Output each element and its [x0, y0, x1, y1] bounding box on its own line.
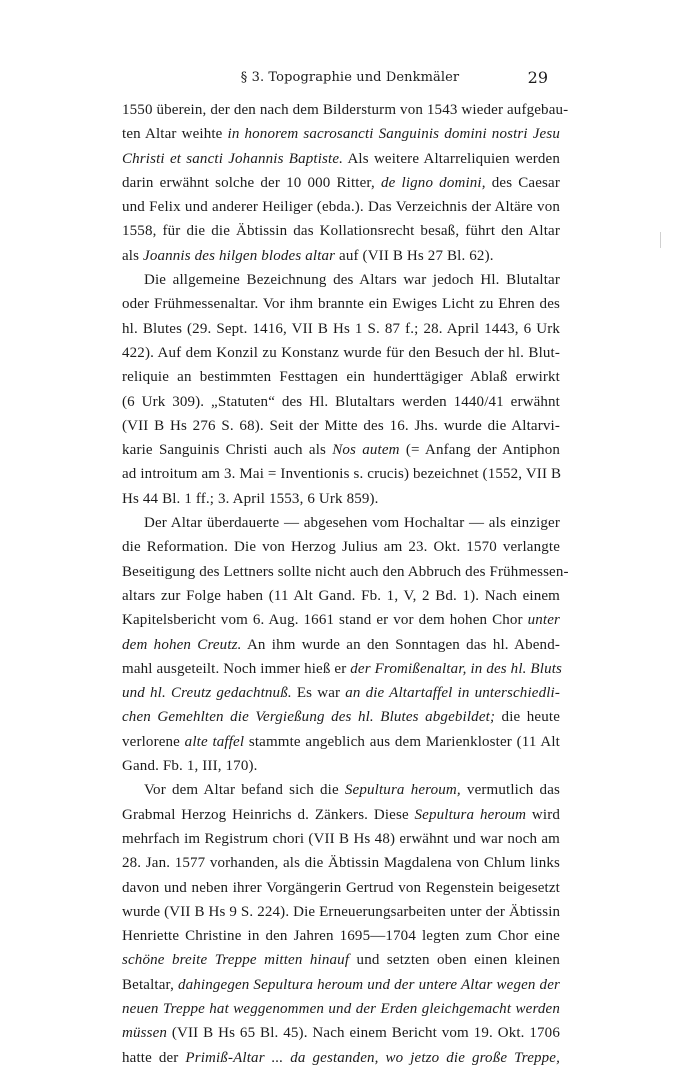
- italic-run: Nos autem: [332, 442, 400, 459]
- text-run: Beseitigung des Lettners sollte nicht auch den Abbruch des Frühmessen-: [122, 563, 569, 580]
- body-text: [122, 98, 569, 1070]
- text-line: [122, 973, 560, 997]
- text-run: vermutlich das: [460, 782, 560, 799]
- running-head: [0, 70, 700, 92]
- text-line: [122, 171, 560, 195]
- text-line: [122, 414, 560, 438]
- text-run: reliquie an bestimmten Festtagen ein hunderttägiger Ablaß erwirkt: [122, 369, 560, 386]
- text-run: oder Frühmessenaltar. Vor ihm brannte ein Ewiges Licht zu Ehren des: [122, 296, 560, 313]
- italic-run: Christi et sancti Johannis Baptiste.: [122, 150, 344, 167]
- margin-mark: [660, 232, 661, 248]
- text-run: 422). Auf dem Konzil zu Konstanz wurde für den Besuch der hl. Blut-: [122, 344, 560, 361]
- italic-run: der Fromißenaltar, in des hl. Bluts: [350, 660, 563, 677]
- text-run: die heute: [495, 709, 560, 726]
- text-line: [122, 924, 560, 948]
- text-line: [122, 778, 560, 802]
- text-run: die Reformation. Die von Herzog Julius am 23. Okt. 1570 verlangte: [122, 539, 560, 556]
- text-run: Die allgemeine Bezeichnung des Altars war jedoch Hl. Blutaltar: [144, 272, 560, 289]
- text-line: [122, 851, 560, 875]
- text-run: als: [122, 247, 144, 264]
- text-run: (VII B Hs 276 S. 68). Seit der Mitte des 16. Jhs. wurde die Altarvi-: [122, 417, 560, 434]
- text-line: [122, 560, 569, 584]
- text-line: [122, 292, 560, 316]
- text-run: hl. Blutes (29. Sept. 1416, VII B Hs 1 S. 87 f.; 28. April 1443, 6 Urk: [122, 320, 560, 337]
- italic-run: dahingegen Sepultura heroum und der untere Altar wegen der: [177, 976, 560, 993]
- text-run: davon und neben ihrer Vorgängerin Gertrud von Regenstein beigesetzt: [122, 879, 560, 896]
- running-title: § 3. Topographie und Denkmäler: [240, 70, 460, 85]
- text-run: altars zur Folge haben (11 Alt Gand. Fb. 1, V, 2 Bd. 1). Nach einem: [122, 587, 560, 604]
- text-line: [122, 317, 560, 341]
- text-run: Der Altar überdauerte — abgesehen vom Hochaltar — als einziger: [144, 515, 560, 532]
- text-line: [122, 1046, 560, 1070]
- text-run: Es war: [291, 685, 346, 702]
- text-run: wird: [526, 806, 560, 823]
- text-run: An ihm wurde an den Sonntagen das hl. Abend-: [241, 636, 560, 653]
- italic-run: Joannis des hilgen blodes altar: [143, 247, 336, 264]
- paragraph: [122, 268, 560, 511]
- text-line: [122, 754, 560, 778]
- paragraph: [122, 778, 560, 1070]
- paragraph: [122, 98, 569, 268]
- text-line: [122, 390, 560, 414]
- text-line: [122, 705, 560, 729]
- italic-run: Sepultura heroum: [414, 806, 527, 823]
- text-line: [122, 633, 560, 657]
- text-line: [122, 122, 560, 146]
- italic-run: müssen: [122, 1025, 168, 1042]
- text-run: ten Altar weihte: [122, 126, 228, 143]
- italic-run: alte taffel: [184, 733, 245, 750]
- text-line: [122, 681, 560, 705]
- text-line: [122, 584, 560, 608]
- text-line: [122, 827, 560, 851]
- text-run: und Felix und anderer Heiliger (ebda.). Das Verzeichnis der Altäre von: [122, 199, 560, 216]
- text-run: Als weitere Altarreliquien werden: [343, 150, 560, 167]
- text-line: [122, 876, 560, 900]
- text-run: (VII B Hs 65 Bl. 45). Nach einem Bericht vom 19. Okt. 1706: [167, 1025, 560, 1042]
- text-line: [122, 98, 569, 122]
- text-line: [122, 948, 560, 972]
- text-line: [122, 487, 560, 511]
- text-line: [122, 900, 560, 924]
- text-run: des Caesar: [485, 174, 560, 191]
- text-run: auf (VII B Hs 27 Bl. 62).: [335, 247, 494, 264]
- text-run: und setzten oben einen kleinen: [349, 952, 560, 969]
- text-line: [122, 462, 560, 486]
- text-line: [122, 365, 560, 389]
- text-run: Henriette Christine in den Jahren 1695—1704 legten zum Chor eine: [122, 928, 560, 945]
- text-line: [122, 268, 560, 292]
- italic-run: dem hohen Creutz.: [122, 636, 242, 653]
- page-number: 29: [527, 68, 548, 87]
- text-line: [122, 535, 560, 559]
- text-line: [122, 244, 560, 268]
- text-line: [122, 730, 560, 754]
- italic-run: neuen Treppe hat weggenommen und der Erden gleichgemacht werden: [122, 1000, 560, 1017]
- text-run: 1550 überein, der den nach dem Bildersturm von 1543 wieder aufgebau-: [122, 102, 569, 118]
- text-line: [122, 219, 560, 243]
- text-run: hatte der: [122, 1049, 186, 1066]
- italic-run: schöne breite Treppe mitten hinauf: [122, 952, 350, 969]
- text-line: [122, 341, 560, 365]
- text-run: (6 Urk 309). „Statuten“ des Hl. Blutaltars werden 1440/41 erwähnt: [122, 393, 560, 410]
- text-line: [122, 608, 560, 632]
- italic-run: und hl. Creutz gedachtnuß.: [122, 685, 292, 702]
- text-run: Vor dem Altar befand sich die: [144, 782, 345, 799]
- text-line: [122, 657, 563, 681]
- italic-run: unter: [527, 612, 560, 629]
- text-line: [122, 997, 560, 1021]
- text-run: wurde (VII B Hs 9 S. 224). Die Erneuerungsarbeiten unter der Äbtissin: [122, 903, 561, 920]
- italic-run: Primiß-Altar ... da gestanden, wo jetzo die große Treppe,: [185, 1049, 561, 1066]
- text-run: Hs 44 Bl. 1 ff.; 3. April 1553, 6 Urk 859).: [122, 490, 379, 507]
- text-run: mehrfach im Registrum chori (VII B Hs 48) erwähnt und war noch am: [122, 830, 560, 847]
- text-run: (= Anfang der Antiphon: [399, 442, 560, 459]
- text-run: stammte angeblich aus dem Marienkloster (11 Alt: [244, 733, 560, 750]
- italic-run: chen Gemehlten die Vergießung des hl. Blutes abgebildet;: [122, 709, 496, 726]
- text-run: karie Sanguinis Christi auch als: [122, 442, 333, 459]
- text-run: Betaltar,: [122, 976, 178, 993]
- text-line: [122, 195, 560, 219]
- italic-run: in honorem sacrosancti Sanguinis domini nostri Jesu: [227, 126, 560, 143]
- italic-run: an die Altartaffel in unterschiedli-: [345, 685, 560, 702]
- text-run: verlorene: [122, 733, 185, 750]
- text-line: [122, 803, 560, 827]
- text-run: Grabmal Herzog Heinrichs d. Zänkers. Diese: [122, 806, 415, 823]
- text-run: darin erwähnt solche der 10 000 Ritter,: [122, 174, 381, 191]
- text-line: [122, 147, 560, 171]
- text-line: [122, 438, 560, 462]
- text-run: Kapitelsbericht vom 6. Aug. 1661 stand er vor dem hohen Chor: [122, 612, 528, 629]
- italic-run: Sepultura heroum,: [344, 782, 461, 799]
- italic-run: de ligno domini,: [380, 174, 486, 191]
- text-run: Gand. Fb. 1, III, 170).: [122, 758, 258, 775]
- text-line: [122, 1021, 560, 1045]
- text-run: mahl ausgeteilt. Noch immer hieß er: [122, 660, 351, 677]
- paragraph: [122, 511, 569, 778]
- text-run: ad introitum am 3. Mai = Inventionis s. crucis) bezeichnet (1552, VII B: [122, 466, 562, 483]
- text-run: 1558, für die die Äbtissin das Kollationsrecht besaß, führt den Altar: [122, 223, 560, 240]
- text-line: [122, 511, 560, 535]
- text-run: 28. Jan. 1577 vorhanden, als die Äbtissin Magdalena von Chlum links: [122, 855, 560, 872]
